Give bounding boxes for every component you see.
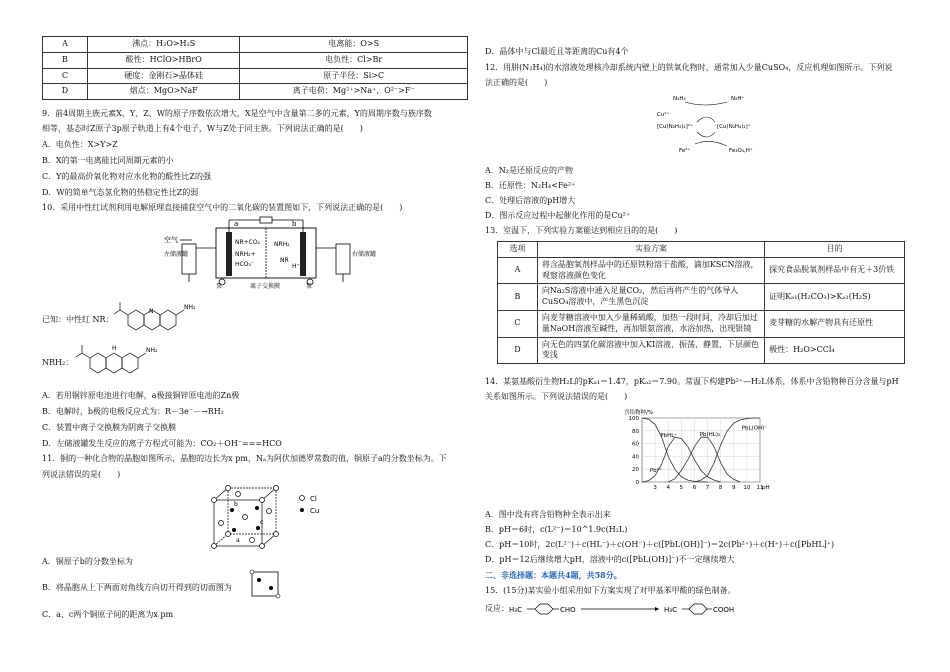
nr-right-label: NR [280, 257, 289, 264]
q14-stem-2: 关系如图所示。下列说法错误的是( ) [485, 392, 628, 401]
q11-option-c: C．a、c两个铜原子间的距离为x pm [42, 610, 174, 619]
electrode-b-label: b [292, 220, 297, 228]
cu2-label: Cu²⁺ [657, 112, 670, 118]
q9-stem-2: 相等，基态时Z原子3p原子轨道上有4个电子，W与Z处于同主族。下列说法正确的是( ) [42, 124, 363, 133]
atom-a-label: a [236, 537, 240, 544]
q13-row [498, 257, 905, 284]
nrh2-left-label: NRH₂+ [235, 251, 256, 258]
h-plus-label: H⁺ [292, 263, 300, 270]
n2h4-label: N₂H₄ [673, 96, 686, 102]
q13-row [498, 310, 905, 337]
nr-nh2-label: NH₂ [184, 304, 196, 311]
q13-plan: 向麦芽糖溶液中加入少量稀硫酸，加热一段时间，冷却后加过量NaOH溶液至碱性，再加银氨溶液，水浴加热，出现银镜 [537, 310, 764, 337]
q11-stem-2: 列说法错误的是( ) [42, 470, 121, 479]
h3c-right: H₃C [664, 606, 677, 614]
fe3o4-label: Fe₃O₄,H⁺ [729, 148, 753, 154]
x-tick-label: 11 [756, 485, 764, 491]
row-option: B [43, 52, 88, 68]
known-nrh2-label: NRH₂： [42, 358, 74, 367]
q13-option: C [498, 310, 538, 337]
x-tick-label: 10 [743, 485, 751, 491]
q15-stem: 15．(15分)某实验小组采用如下方案实现了对甲基苯甲酸的绿色制备。 [485, 586, 736, 595]
q12-option-d: D．图示反应过程中起催化作用的是Cu²⁺ [485, 211, 631, 220]
series-label: PbHL⁺ [660, 433, 678, 440]
series-label: PbL(OH)⁻ [741, 425, 768, 432]
x-tick-label: 8 [718, 485, 723, 491]
hco3-label: HCO₃⁻ [235, 261, 254, 268]
q13-purpose: 证明Kₐ₁(H₂CO₃)>Kₐ₁(H₂S) [765, 284, 905, 311]
row-right: 电离能：O>S [240, 37, 468, 53]
speciation-chart [620, 406, 780, 498]
row-left: 酸性：HClO>HBrO [88, 52, 240, 68]
cross-section-figure [250, 570, 282, 600]
q12-stem-2: 法正确的是( ) [485, 78, 548, 87]
y-tick-label: 60 [632, 441, 639, 448]
x-tick-label: 5 [679, 485, 684, 491]
h3c-left: H₃C [509, 606, 522, 614]
q11-option-d: D．晶体中与Cl最近且等距离的Cu有4个 [485, 47, 629, 56]
left-tank-label: 左储液罐 [164, 251, 189, 258]
x-axis-label: pH [762, 485, 770, 491]
complex1-label: [Cu(N₂H₄)₂]²⁺ [657, 124, 693, 130]
right-tank-label: 右储液罐 [352, 251, 377, 258]
q10-option-d: D．左储液罐发生反应的离子方程式可能为：CO₂＋OH⁻===HCO [42, 439, 282, 448]
q11-option-b: B．将晶胞从上下两面对角线方向切开得到的切面图为 [42, 583, 232, 592]
q13-option: D [498, 337, 538, 364]
q13-purpose: 极性：H₂O>CCl₄ [765, 337, 905, 364]
mechanism-figure [655, 92, 775, 156]
q9-option-d: D．W的简单气态氢化物的热稳定性比Z的弱 [42, 188, 199, 197]
q10-option-a: A．若用铜锌原电池进行电解，a极接铜锌原电池的Zn极 [42, 391, 240, 400]
legend-cl-marker [300, 496, 305, 501]
unit-cell-figure [210, 484, 350, 550]
q10-option-b: B．电解时，b极的电极反应式为：R－3e⁻－→RH₂ [42, 407, 224, 416]
series-label: Pb²⁺ [649, 467, 662, 474]
q13-row [498, 337, 905, 364]
nrh2-structure [70, 338, 180, 378]
row-left: 沸点：H₂O>H₂S [88, 37, 240, 53]
q9-option-a: A．电负性：X>Y>Z [42, 140, 118, 149]
y-tick-label: 100 [628, 416, 639, 422]
q13-plan: 将含晶胞氧剂样品中的还原铁粉溶于盐酸，滴加KSCN溶液，观察溶液颜色变化 [537, 257, 764, 284]
q9-stem-1: 9．前4周期主族元素X、Y、Z、W的原子序数依次增大，X是空气中含量第二多的元素，Y的周期序数与族序数 [42, 109, 432, 118]
comparison-row [43, 84, 468, 100]
reaction-scheme [509, 598, 735, 620]
q13-header-purpose: 目的 [765, 242, 905, 258]
q13-row [498, 284, 905, 311]
q13-option: B [498, 284, 538, 311]
x-tick-label: 9 [732, 485, 736, 491]
row-right: 原子半径：Si>C [240, 68, 468, 84]
q13-header-option: 选项 [498, 242, 538, 258]
complex2-label: [Cu(N₂H₄)₂]⁺ [717, 124, 751, 130]
x-tick-label: 4 [666, 485, 670, 491]
electrode-a-label: a [234, 220, 239, 228]
q13-option: A [498, 257, 538, 284]
q9-option-b: B．X的第一电离能比同周期元素的小 [42, 156, 174, 165]
left-tank [182, 244, 196, 274]
q13-purpose: 麦芽糖的水解产物具有还原性 [765, 310, 905, 337]
row-left: 硬度：金刚石>晶体硅 [88, 68, 240, 84]
fe2-label: Fe²⁺ [679, 148, 691, 154]
q14-stem-1: 14．某氨基酸衍生物H₂L的pKₐ₁＝1.47，pKₐ₂＝7.90。常温下构建Pb²⁺—H₂L体系，体系中含铅物种百分含量与pH [485, 377, 899, 386]
section-2-heading: 二、非选择题：本题共4题，共58分。 [485, 570, 622, 580]
y-tick-label: 20 [632, 467, 639, 474]
cho-label: CHO [560, 606, 576, 614]
row-left: 熔点：MgO>NaF [88, 84, 240, 100]
row-right: 电负性：Cl>Br [240, 52, 468, 68]
q9-option-c: C．Y的最高价氧化物对应水化物的酸性比Z的强 [42, 172, 211, 181]
power-source [260, 217, 272, 223]
comparison-row [43, 37, 468, 53]
nrh2-right-label: NRH₂ [274, 241, 290, 248]
atom-b-label: b [234, 501, 238, 508]
q12-option-a: A．N₂是还原反应的产物 [485, 166, 573, 175]
series-line [668, 437, 740, 482]
q14-option-d: D．pH＝12后继续增大pH，溶液中的c([PbL(OH)]⁻)不一定继续增大 [485, 555, 735, 564]
q10-stem: 10．采用中性红试剂利用电解原理直接捕获空气中的二氧化碳的装置图如下，下列说法正确的是( ) [42, 203, 403, 212]
q13-plan: 向无色的四氯化碳溶液中加入KI溶液，振荡，静置，下层颜色变浅 [537, 337, 764, 364]
nr-n-label: N [149, 308, 154, 315]
electrolysis-figure [160, 216, 377, 290]
x-tick-label: 3 [653, 485, 657, 491]
nrh2-h-label: H [112, 345, 117, 352]
n2hplus-label: N₂H⁺ [731, 96, 745, 102]
q12-option-c: C．处理后溶液的pH增大 [485, 196, 576, 205]
air-label: 空气 [164, 236, 178, 244]
q11-option-a: A．铜原子b的分数坐标为 [42, 557, 133, 566]
atom-c-label: c [260, 519, 264, 526]
y-tick-label: 80 [632, 428, 639, 435]
electrode-a [226, 232, 232, 276]
pump-right-label: 泵 [306, 283, 313, 290]
q11-stem-1: 11．铜的一种化合物的晶胞如图所示，晶胞的边长为x pm，Nₐ为阿伏加德罗常数的值，铜原子a的分数坐标为。下 [42, 454, 447, 463]
row-option: C [43, 68, 88, 84]
y-axis-label: 含铅物种/% [624, 410, 654, 416]
q14-option-c: C．pH＝10时，2c(L²⁻)＋c(HL⁻)＋c(OH⁻)＋c([PbL(OH)]⁻)＝2c(Pb²⁺)＋c(H⁺)＋c([PbHL]⁺) [485, 540, 835, 549]
series-label: Pb(HL)₂ [699, 431, 721, 438]
nr-co2-label: NR+CO₂ [235, 239, 261, 246]
row-right: 离子电荷：Mg²⁺>Na⁺，O²⁻>F⁻ [240, 84, 468, 100]
legend-cu-marker [300, 508, 304, 512]
q13-plan: 向Na₂S溶液中通入足量CO₂，然后再将产生的气体导入CuSO₄溶液中，产生黑色沉淀 [537, 284, 764, 311]
legend-cl-label: Cl [310, 495, 317, 503]
nr-structure [108, 295, 218, 335]
legend-cu-label: Cu [310, 507, 320, 515]
pump-left-label: 泵 [216, 283, 223, 290]
nrh2-nh2-label: NH₂ [146, 347, 158, 354]
comparison-row [43, 52, 468, 68]
q13-header-plan: 实验方案 [537, 242, 764, 258]
known-nr-label: 已知：中性红 NR： [42, 315, 114, 324]
reaction-label: 反应： [485, 604, 509, 613]
x-tick-label: 7 [705, 485, 710, 491]
y-tick-label: 0 [635, 480, 639, 486]
q12-stem-1: 12．用肼(N₂H₄)的水溶液处理核冷却系统内壁上的铁氧化物时，通常加入少量CuSO₄，反应机理如图所示。下列说 [485, 63, 893, 72]
cooh-label: COOH [713, 606, 735, 614]
membrane-label: 离子交换膜 [250, 283, 281, 290]
q10-option-c: C．装置中离子交换膜为阴离子交换膜 [42, 423, 177, 432]
comparison-table [42, 36, 468, 100]
right-tank [336, 244, 350, 274]
x-tick-label: 6 [692, 485, 697, 491]
row-option: A [43, 37, 88, 53]
electrode-b [300, 232, 306, 276]
q13-stem: 13．室温下，下列实验方案能达到相应目的的是( ) [485, 226, 678, 235]
q12-option-b: B．还原性：N₂H₄<Fe²⁺ [485, 181, 576, 190]
q13-table [497, 241, 905, 364]
comparison-row [43, 68, 468, 84]
q13-purpose: 探究食品脱氧剂样品中有无＋3价铁 [765, 257, 905, 284]
q14-option-b: B．pH＝6时，c(L²⁻)＝10^1.9c(H₂L) [485, 525, 628, 534]
row-option: D [43, 84, 88, 100]
y-tick-label: 40 [632, 454, 639, 461]
q14-option-a: A．图中没有将含铅物种全表示出来 [485, 510, 611, 519]
